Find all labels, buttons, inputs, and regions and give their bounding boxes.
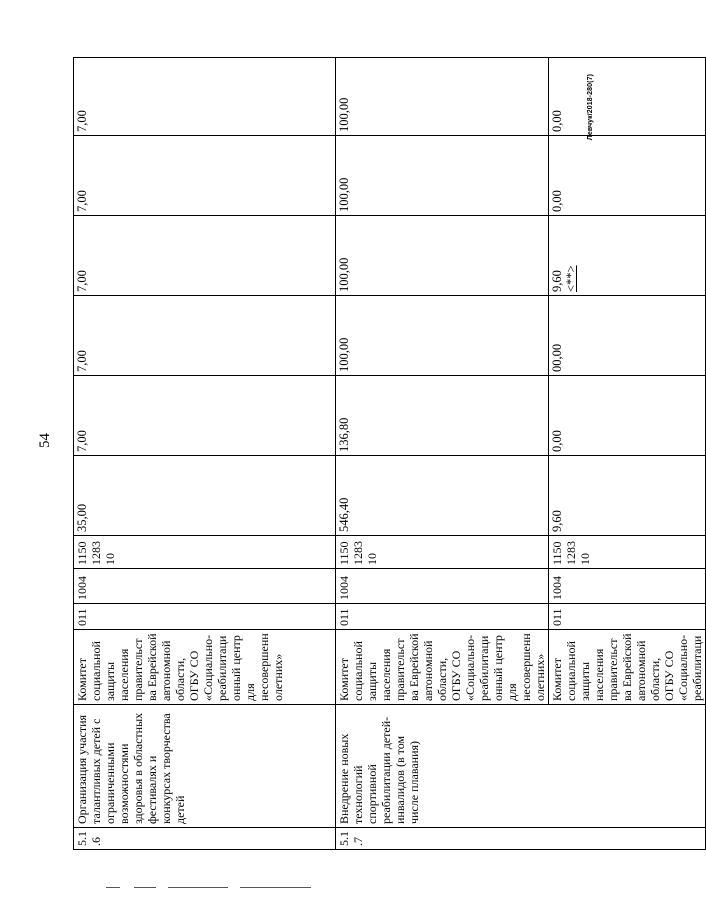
value-year-4: 0,00: [549, 136, 706, 216]
csr-code: 1150128310: [74, 536, 336, 569]
value-year-3: [549, 216, 706, 296]
value-year-5: 100,00: [336, 58, 549, 136]
table-row: [74, 58, 336, 850]
value-year-2: 00,00: [549, 296, 706, 376]
value-year-1: 7,00: [74, 376, 336, 456]
rzpr-code: 1004: [74, 569, 336, 604]
footnote-marker: <**>: [564, 265, 578, 292]
executor: Комитет социальной защиты населения правительства Еврейской автономной области, ОГБУ СО «Социально-реабилитаци: [549, 630, 706, 705]
value-total: 9,60: [549, 456, 706, 536]
value-year-1: 136,80: [336, 376, 549, 456]
page-number: 54: [37, 433, 53, 448]
grbs-code: 011: [549, 604, 706, 630]
value-total: 546,40: [336, 456, 549, 536]
document-code: Левчук/2018-280(7): [587, 74, 594, 141]
rzpr-code: 1004: [336, 569, 549, 604]
grbs-code: 011: [336, 604, 549, 630]
value-year-2: 100,00: [336, 296, 549, 376]
value-year-3: 7,00: [74, 216, 336, 296]
csr-code: 1150128310: [549, 536, 706, 569]
footer-rule: [106, 887, 311, 890]
activity-name: Внедрение новых технологий спортивной реабилитации детей-инвалидов (в том числе плавания): [336, 705, 706, 828]
value-year-3: 100,00: [336, 216, 549, 296]
value-total: 35,00: [74, 456, 336, 536]
table-row: [336, 58, 549, 850]
row-number: 5.1.6: [74, 828, 336, 850]
row-number: 5.1.7: [336, 828, 706, 850]
csr-code: 1150128310: [336, 536, 549, 569]
rzpr-code: 1004: [549, 569, 706, 604]
value-year-5: 7,00: [74, 58, 336, 136]
value-year-1: 0,00: [549, 376, 706, 456]
executor: Комитет социальной защиты населения правительства Еврейской автономной области, ОГБУ СО «Социально-реабилитационный центр для несовершеннолетних»: [74, 630, 336, 705]
value-year-4: 7,00: [74, 136, 336, 216]
value-year-3-amount: 9,60: [550, 270, 564, 292]
program-activities-table: [73, 57, 706, 850]
value-year-4: 100,00: [336, 136, 549, 216]
executor: Комитет социальной защиты населения правительства Еврейской автономной области, ОГБУ СО «Социально-реабилитационный центр для несовершеннолетних»: [336, 630, 549, 705]
value-year-5: 0,00: [549, 58, 706, 136]
grbs-code: 011: [74, 604, 336, 630]
activity-name: Организация участия талантливых детей с ограниченными возможностями здоровья в областных фестивалях и конкурсах творчества детей: [74, 705, 336, 828]
value-year-2: 7,00: [74, 296, 336, 376]
